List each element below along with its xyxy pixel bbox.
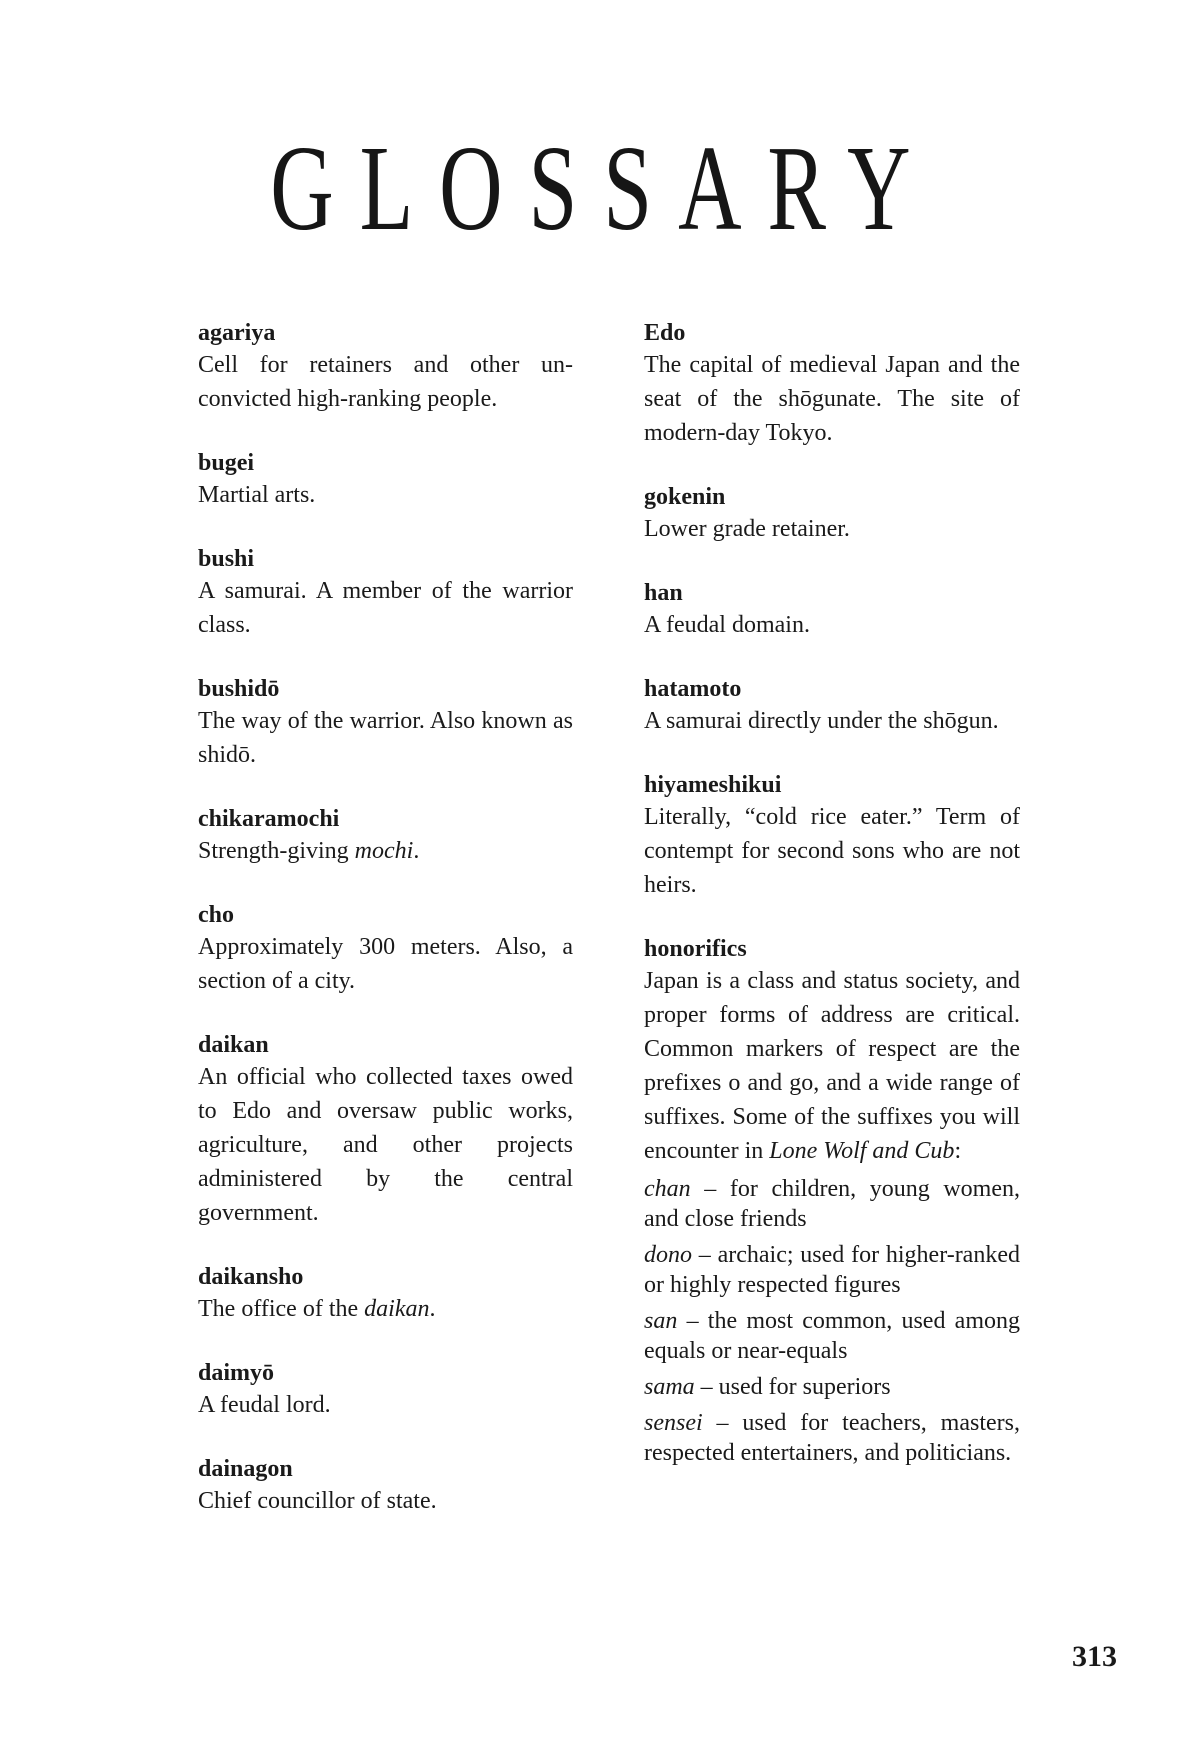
entry-definition: A feudal domain. — [644, 612, 810, 638]
entry-definition: An official who collected taxes owed to Edo and oversaw public works, agriculture, and other projects administered by the central government. — [198, 1064, 573, 1226]
glossary-entry — [198, 1262, 573, 1326]
glossary-entry — [644, 482, 1020, 546]
entry-term: hatamoto — [644, 676, 742, 702]
glossary-entry — [198, 900, 573, 998]
entry-definition: Approximately 300 meters. Also, a section of a city. — [198, 934, 573, 994]
entry-term: Edo — [644, 320, 686, 346]
suffix-desc: – used for teachers, masters, respected entertainers, and politicians. — [644, 1410, 1020, 1466]
suffix-desc: – the most common, used among equals or near-equals — [644, 1308, 1020, 1364]
glossary-entry — [198, 804, 573, 868]
glossary-entry — [198, 1454, 573, 1518]
definition-text: . — [413, 838, 420, 864]
entry-definition: Martial arts. — [198, 482, 316, 508]
glossary-entry — [198, 318, 573, 416]
suffix-item — [644, 1306, 1020, 1366]
entry-term: han — [644, 580, 683, 606]
definition-italic: daikan — [364, 1296, 430, 1322]
glossary-column-left — [198, 318, 573, 1550]
definition-text: Japan is a class and status society, and proper forms of address are critical. Common markers of respect are the prefixes o and go, and a wide range of suffixes. Some of the suffixes you will encounter in — [644, 968, 1020, 1164]
glossary-entry — [198, 674, 573, 772]
entry-term: honorifics — [644, 936, 747, 962]
entry-definition: A feudal lord. — [198, 1392, 331, 1418]
glossary-entry — [198, 1358, 573, 1422]
entry-term: gokenin — [644, 484, 726, 510]
definition-text: The office of the — [198, 1296, 365, 1322]
suffix-item — [644, 1174, 1020, 1234]
glossary-entry — [198, 448, 573, 512]
entry-definition: Lower grade retainer. — [644, 516, 850, 542]
glossary-entry — [644, 674, 1020, 738]
glossary-entry — [644, 770, 1020, 902]
entry-definition — [198, 1292, 573, 1326]
entry-term: daimyō — [198, 1360, 275, 1386]
definition-italic: mochi — [354, 838, 414, 864]
entry-definition: The way of the warrior. Also known as shidō. — [198, 708, 573, 768]
entry-definition: The capital of medieval Japan and the seat of the shōgunate. The site of modern-day Tokyo. — [644, 352, 1020, 446]
entry-definition: Literally, “cold rice eater.” Term of contempt for second sons who are not heirs. — [644, 804, 1020, 898]
page-title: GLOSSARY — [270, 121, 937, 256]
entry-term: bushi — [198, 546, 255, 572]
suffix-term: sensei — [644, 1410, 703, 1436]
glossary-entry — [644, 578, 1020, 642]
glossary-entry — [198, 544, 573, 642]
suffix-term: sama — [644, 1374, 695, 1400]
definition-text: : — [954, 1138, 962, 1164]
definition-text: Strength-giving — [198, 838, 355, 864]
suffix-term: dono — [644, 1242, 692, 1268]
definition-text: . — [429, 1296, 436, 1322]
entry-definition: A samurai directly under the shōgun. — [644, 708, 999, 734]
entry-term: daikansho — [198, 1264, 304, 1290]
suffix-item — [644, 1240, 1020, 1300]
suffix-item — [644, 1408, 1020, 1468]
entry-term: cho — [198, 902, 234, 928]
suffix-item — [644, 1372, 1020, 1402]
suffix-term: chan — [644, 1176, 691, 1202]
glossary-column-right — [644, 318, 1020, 1500]
suffix-desc: – used for superiors — [694, 1374, 891, 1400]
entry-definition: A samurai. A member of the warrior class. — [198, 578, 573, 638]
page-number: 313 — [1072, 1640, 1117, 1673]
glossary-entry — [644, 934, 1020, 1468]
entry-term: hiyameshikui — [644, 772, 782, 798]
entry-definition — [198, 834, 573, 868]
suffix-term: san — [644, 1308, 678, 1334]
suffix-desc: – archaic; used for higher-ranked or highly respected figures — [644, 1242, 1020, 1298]
entry-definition: Chief councillor of state. — [198, 1488, 437, 1514]
entry-term: chikaramochi — [198, 806, 340, 832]
glossary-entry — [644, 318, 1020, 450]
entry-term: agariya — [198, 320, 276, 346]
entry-term: bugei — [198, 450, 255, 476]
suffix-desc: – for children, young women, and close friends — [644, 1176, 1020, 1232]
entry-term: dainagon — [198, 1456, 293, 1482]
entry-definition: Cell for retainers and other un-convicted high-ranking people. — [198, 352, 573, 412]
entry-term: bushidō — [198, 676, 280, 702]
definition-italic: Lone Wolf and Cub — [769, 1138, 955, 1164]
glossary-entry — [198, 1030, 573, 1230]
entry-term: daikan — [198, 1032, 269, 1058]
entry-definition — [644, 964, 1020, 1168]
